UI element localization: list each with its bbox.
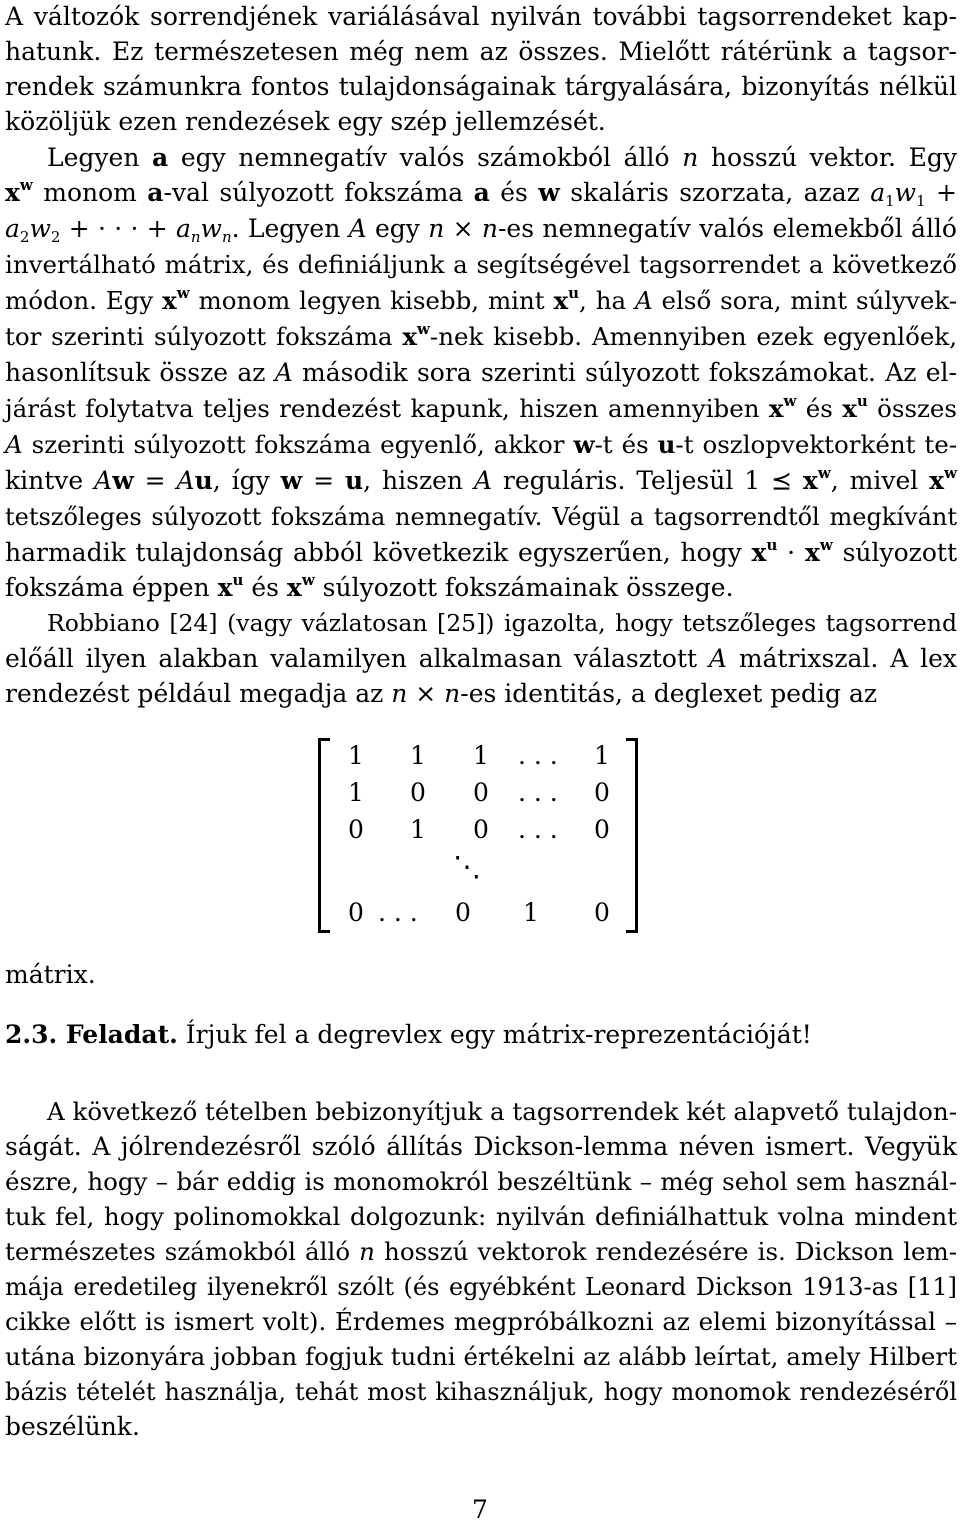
matrix-cell: 1 (348, 741, 364, 770)
text-line: kintve Aw = Au, így w = u, hiszen A reguláris. Teljesül 1 ⪯ $x^w$, mivel $x^w$ (5, 464, 957, 495)
matrix-cell: 0 (594, 815, 610, 844)
text-line: járást folytatva teljes rendezést kapunk, hiszen amennyiben $x^w$ és $x^u$ összes (5, 392, 957, 423)
exercise-text: Írjuk fel a degrevlex egy mátrix-reprezentációját! (177, 1020, 812, 1049)
text-line: Legyen a egy nemnegatív valós számokból álló n hosszú vektor. Egy (47, 143, 957, 172)
text-line: utána bizonyára jobban fogjuk tudni értékelni az alább leírtat, amely Hilbert (5, 1342, 957, 1371)
matrix-cell: 0 (410, 778, 426, 807)
text-line: $x^w$ monom a-val súlyozott fokszáma a és w skaláris szorzata, azaz $a_1w_1$ + (5, 176, 957, 210)
matrix-cell: . . . (378, 898, 418, 927)
text-line: közöljük ezen rendezések egy szép jellemzését. (5, 107, 606, 136)
text-line: előáll ilyen alakban valamilyen alkalmasan választott A mátrixszal. A lex (5, 644, 957, 673)
page-number: 7 (472, 1495, 488, 1524)
right-bracket (626, 738, 638, 933)
matrix-cell: 0 (594, 898, 610, 927)
text-line: harmadik tulajdonság abból következik egyszerűen, hogy $x^u \cdot x^w$ súlyozott (5, 536, 957, 567)
text-line: bázis tételét használja, tehát most kihasználjuk, hogy monomok rendezéséről (5, 1378, 957, 1406)
matrix-cell: . . . (518, 741, 558, 770)
matrix-cell: 1 (348, 778, 364, 807)
matrix-cell: 0 (348, 815, 364, 844)
matrix-cell: 1 (410, 815, 426, 844)
text-line: fokszáma éppen $x^u$ és $x^w$ súlyozott fokszámainak összege. (5, 571, 734, 602)
matrix-cell: 0 (348, 898, 364, 927)
text-line: tor szerinti súlyozott fokszáma $x^w$-nek kisebb. Amennyiben ezek egyenlőek, (5, 320, 957, 351)
text-line: mátrix. (5, 960, 96, 989)
deglex-matrix (318, 738, 638, 933)
text-line: észre, hogy – bár eddig is monomokról beszéltünk – még sehol sem használ- (5, 1167, 957, 1196)
text-line: hasonlítsuk össze az A második sora szerinti súlyozott fokszámokat. Az el- (5, 358, 957, 387)
text-line: mája eredetileg ilyenekről szólt (és egyébként Leonard Dickson 1913-as [11] (5, 1273, 957, 1301)
matrix-cell: 1 (410, 741, 426, 770)
text-line: A szerinti súlyozott fokszáma egyenlő, akkor w-t és u-t oszlopvektorként te- (5, 430, 957, 459)
text-line: rendek számunkra fontos tulajdonságainak tárgyalására, bizonyítás nélkül (5, 72, 957, 101)
text-line: Robbiano [24] (vagy vázlatosan [25]) igazolta, hogy tetszőleges tagsorrend (47, 609, 957, 637)
matrix-cell: 0 (473, 815, 489, 844)
text-line: A változók sorrendjének variálásával nyilván további tagsorrendeket kap- (5, 2, 957, 31)
matrix-cell: 0 (455, 898, 471, 927)
exercise-heading: 2.3. Feladat. (5, 1020, 178, 1049)
matrix-cell: 0 (473, 778, 489, 807)
text-line: természetes számokból álló n hosszú vektorok rendezésére is. Dickson lem- (5, 1237, 957, 1266)
text-line: tetszőleges súlyozott fokszáma nemnegatív. Végül a tagsorrendtől megkívánt (5, 503, 957, 531)
text-line: invertálható mátrix, és definiáljunk a segítségével tagsorrendet a következő (5, 250, 957, 279)
matrix-cell: 1 (473, 741, 489, 770)
matrix-cell: . . . (518, 778, 558, 807)
matrix-diagonal-dots: ⋱ (453, 850, 481, 883)
text-line: $a_2w_2$ + · · · + $a_nw_n$. Legyen A egy n × n-es nemnegatív valós elemekből álló (5, 214, 957, 246)
text-line: módon. Egy $x^w$ monom legyen kisebb, mint $x^u$, ha A első sora, mint súlyvek- (5, 284, 958, 315)
text-line: rendezést például megadja az n × n-es identitás, a deglexet pedig az (5, 679, 878, 708)
text-line: ságát. A jólrendezésről szóló állítás Dickson-lemma néven ismert. Vegyük (5, 1132, 957, 1161)
text-line: tuk fel, hogy polinomokkal dolgozunk: nyilván definiálhattuk volna mindent (5, 1202, 957, 1231)
text-line: cikke előtt is ismert volt). Érdemes megpróbálkozni az elemi bizonyítással – (5, 1307, 957, 1336)
matrix-cell: 1 (594, 741, 610, 770)
exercise (5, 1018, 957, 1052)
matrix-cell: . . . (518, 815, 558, 844)
matrix-cell: 0 (594, 778, 610, 807)
matrix-cell: 1 (523, 898, 539, 927)
text-line: hatunk. Ez természetesen még nem az összes. Mielőtt rátérünk a tagsor- (5, 37, 957, 66)
text-line: A következő tételben bebizonyítjuk a tagsorrendek két alapvető tulajdon- (47, 1097, 957, 1126)
text-line: beszélünk. (5, 1412, 140, 1441)
left-bracket (318, 738, 330, 933)
